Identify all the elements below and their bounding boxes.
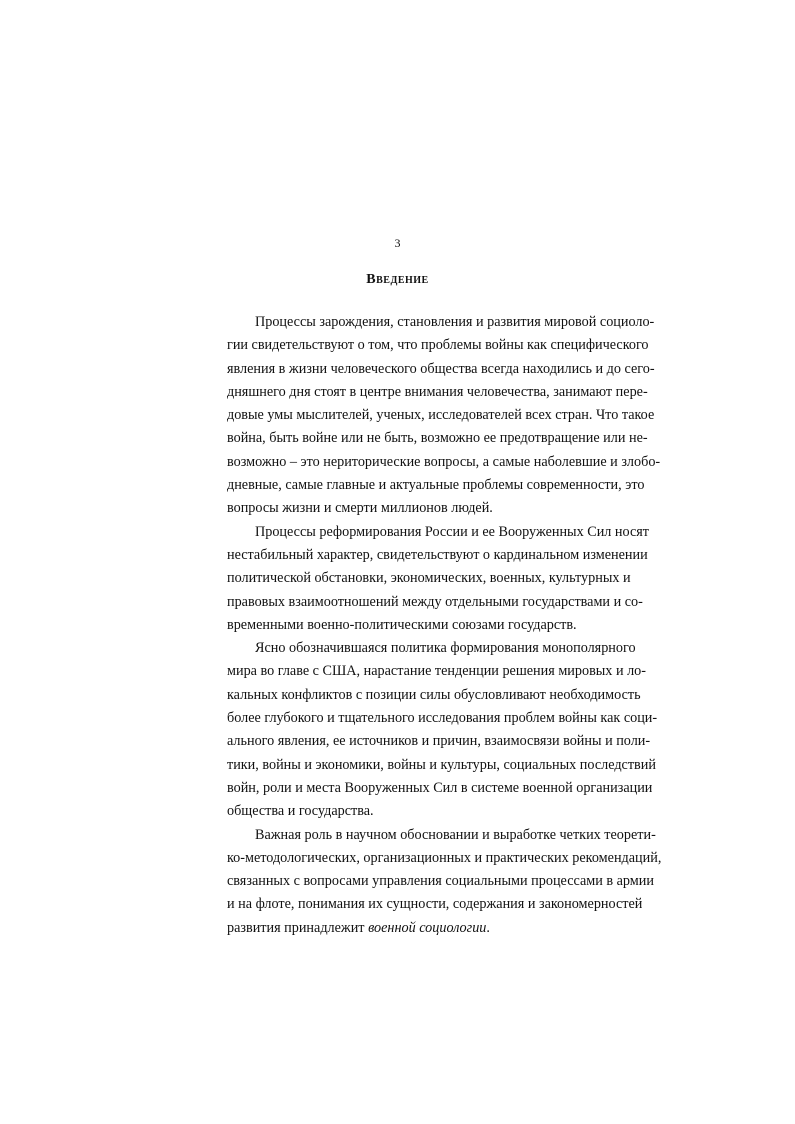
paragraph-3-line: ального явления, ее источников и причин, взаимосвязи войны и поли- [227,733,651,750]
paragraph-2-line: правовых взаимоотношений между отдельными государствами и со- [227,593,643,610]
final-line-prefix: развития принадлежит [227,919,369,936]
paragraph-3-line: Ясно обозначившаяся политика формирования монополярного [255,640,636,657]
paragraph-4-line: связанных с вопросами управления социальными процессами в армии [227,873,654,890]
paragraph-1-line: дневные, самые главные и актуальные проблемы современности, это [227,477,645,494]
section-heading: Введение [366,272,429,287]
paragraph-3-line: мира во главе с США, нарастание тенденции решения мировых и ло- [227,663,646,680]
paragraph-1-line: вопросы жизни и смерти миллионов людей. [227,500,493,517]
paragraph-2-line: политической обстановки, экономических, военных, культурных и [227,570,631,587]
paragraph-2-line: временными военно-политическими союзами государств. [227,616,577,633]
paragraph-1-line: возможно – это нериторические вопросы, а самые наболевшие и злобо- [227,453,661,470]
paragraph-1-line: Процессы зарождения, становления и развития мировой социоло- [255,314,655,330]
paragraph-1-line: довые умы мыслителей, ученых, исследователей всех стран. Что такое [227,407,655,424]
page-number: 3 [394,236,401,250]
body-text [227,311,662,940]
paragraph-2-line: Процессы реформирования России и ее Вооруженных Сил носят [255,523,649,540]
paragraph-1-line: явления в жизни человеческого общества всегда находились и до сего- [227,360,655,377]
paragraph-3-line: общества и государства. [227,803,374,820]
paragraph-3-line: тики, войны и экономики, войны и культуры, социальных последствий [227,756,656,773]
paragraph-4-line: ко-методологических, организационных и практических рекомендаций, [227,849,662,866]
paragraph-3-line: более глубокого и тщательного исследования проблем войны как соци- [227,710,658,727]
emphasized-term: военной социологии [368,919,487,936]
paragraph-4-line: и на флоте, понимания их сущности, содержания и закономерностей [227,896,643,913]
paragraph-4-line: Важная роль в научном обосновании и выработке четких теорети- [255,826,656,843]
paragraph-3-line: войн, роли и места Вооруженных Сил в системе военной организации [227,779,653,796]
paragraph-1-line: гии свидетельствуют о том, что проблемы войны как специфического [227,337,649,354]
paragraph-2-line: нестабильный характер, свидетельствуют о кардинальном изменении [227,546,648,563]
paragraph-1-line: дняшнего дня стоят в центре внимания человечества, занимают пере- [227,383,648,400]
final-line-suffix: . [486,919,490,936]
paragraph-3-line: кальных конфликтов с позиции силы обусловливают необходимость [227,686,641,703]
paragraph-4-final-line [227,917,630,940]
paragraph-1-line: война, быть войне или не быть, возможно ее предотвращение или не- [227,430,648,447]
